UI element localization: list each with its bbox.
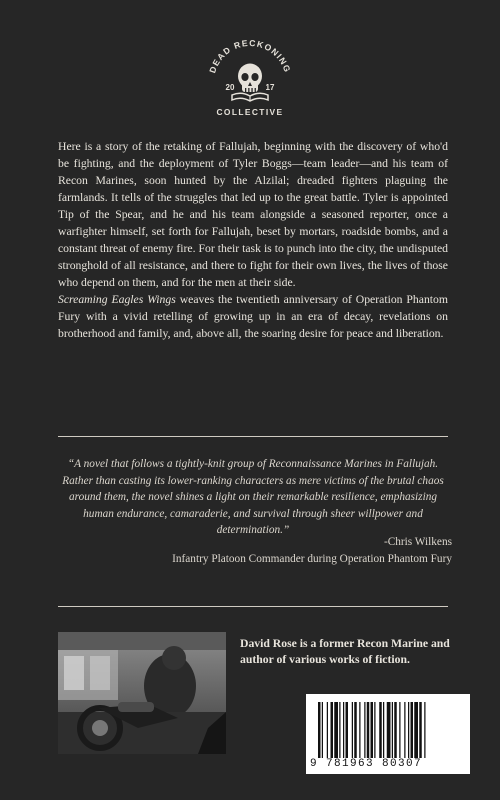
reviewer-title: Infantry Platoon Commander during Operation Phantom Fury: [172, 553, 452, 565]
author-bio: David Rose is a former Recon Marine and author of various works of fiction.: [240, 637, 450, 666]
blurb-paragraph-1: Here is a story of the retaking of Fallujah, beginning with the discovery of who'd be fighting, and the deployment of Tyler Boggs—team leader—and his team of Recon Marines, soon hunted by the Alzilal; dreaded fighters plaguing the farmlands. It tells of the struggles that led up to the great battle. Tyler is appointed Tip of the Spear, and he and his team alongside a seasoned reporter, once a warfighter himself, set forth for Fallujah, beset by mortars, roadside bombs, and a constant threat of enemy fire. For their task is to punch into the city, the undisputed stronghold of all resistance, and there to fight for their own lives, the lives of those who depend on them, and for the men at their side.: [58, 140, 448, 289]
author-photo: [58, 632, 226, 754]
reviewer-name: -Chris Wilkens: [383, 536, 452, 548]
isbn-number: 9 781963 80307: [310, 758, 423, 770]
back-cover-blurb: [58, 138, 448, 342]
blurb-book-title: Screaming Eagles Wings: [58, 293, 176, 306]
skull-on-book-icon: [200, 28, 300, 128]
logo-year-right: 17: [265, 83, 275, 92]
author-motorcycle-photo: [58, 632, 226, 754]
review-quote: “A novel that follows a tightly-knit group of Reconnaissance Marines in Fallujah. Rather than casting its lower-ranking characters as mere victims of the brutal chaos around them, the novel shines a light on their remarkable resilience, emphasizing human endurance, camaraderie, and survival through sheer willpower and determination.”: [62, 458, 444, 536]
barcode-bars: [306, 700, 470, 762]
logo-bottom-text: COLLECTIVE: [216, 107, 284, 117]
publisher-logo: [200, 28, 300, 128]
divider-top: [58, 436, 448, 437]
divider-bottom: [58, 606, 448, 607]
logo-arc-text: DEAD RECKONING: [207, 37, 293, 75]
isbn-barcode: [306, 694, 470, 774]
blurb-paragraph-2: weaves the twentieth anniversary of Operation Phantom Fury with a vivid retelling of growing up in an era of decay, revelations on brotherhood and family, and, above all, the soaring desire for peace and liberation.: [58, 293, 448, 340]
logo-year-left: 20: [225, 83, 235, 92]
